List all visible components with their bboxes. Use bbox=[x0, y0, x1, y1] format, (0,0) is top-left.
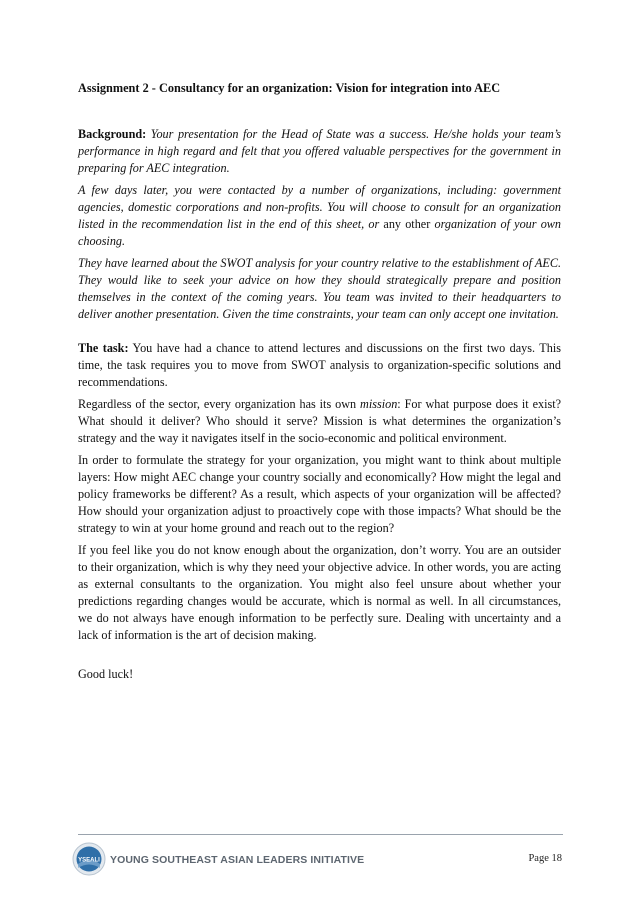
footer-divider bbox=[78, 834, 563, 835]
task-text-2a: Regardless of the sector, every organization has its own bbox=[78, 397, 357, 411]
task-paragraph-2 bbox=[78, 396, 561, 447]
task-paragraph-1 bbox=[78, 340, 561, 391]
background-paragraph-1 bbox=[78, 126, 561, 177]
task-paragraph-4: If you feel like you do not know enough about the organization, don’t worry. You are an outsider to their organization, which is why they need your objective advice. In other words, you are acting as external consultants to the organization. You might also feel unsure about whether your predictions regarding changes would be accurate, which is normal as well. In all circumstances, we do not always have enough information to be perfectly sure. Dealing with uncertainty and a lack of information is the art of decision making. bbox=[78, 543, 561, 642]
background-text-2c: organization of your own choosing. bbox=[78, 217, 562, 248]
task-paragraph-3: In order to formulate the strategy for your organization, you might want to think about multiple layers: How might AEC change your country socially and economically? How might the legal and policy frameworks be different? As a result, which aspects of your organization will be affected? How should your organization adjust to proactively cope with those impacts? What should be the strategy to win at your home ground and reach out to the region? bbox=[78, 453, 561, 535]
page-title: Assignment 2 - Consultancy for an organization: Vision for integration into AEC bbox=[78, 81, 501, 95]
background-paragraph-2 bbox=[78, 182, 561, 250]
task-text-2b: : For what purpose does it exist? What should it deliver? Who should it serve? Mission is what determines the organization’s strategy and the way it navigates itself in the socio-economic and political environment. bbox=[78, 397, 561, 445]
task-lead: The task: bbox=[78, 341, 129, 355]
closing-text: Good luck! bbox=[78, 667, 134, 681]
task-section bbox=[78, 340, 561, 683]
task-text-1: You have had a chance to attend lectures and discussions on the first two days. This time, the task requires you to move from SWOT analysis to organization-specific solutions and recommendations. bbox=[78, 341, 561, 389]
background-text-2b: any other bbox=[383, 217, 431, 231]
footer-org-name: YOUNG SOUTHEAST ASIAN LEADERS INITIATIVE bbox=[110, 854, 365, 866]
page-number: Page 18 bbox=[528, 853, 562, 864]
document-body bbox=[78, 126, 561, 688]
background-paragraph-3: They have learned about the SWOT analysis for your country relative to the establishment of AEC. They would like to seek your advice on how they should strategically prepare and position themselves in the context of the coming years. You team was invited to their headquarters to deliver another presentation. Given the time constraints, your team can only accept one invitation. bbox=[78, 256, 561, 321]
background-text-1: Your presentation for the Head of State was a success. He/she holds your team’s performance in high regard and felt that you offered valuable perspectives for the government in preparing for AEC integration. bbox=[78, 127, 561, 175]
background-section bbox=[78, 126, 561, 323]
mission-emphasis: mission bbox=[360, 397, 398, 411]
yseali-logo bbox=[72, 842, 106, 876]
background-lead: Background: bbox=[78, 127, 147, 141]
logo-text: YSEALI bbox=[78, 857, 100, 864]
background-text-2a: A few days later, you were contacted by a number of organizations, including: government agencies, domestic corporations and non-profits. You will choose to consult for an organization listed in the recommendation list in the end of this sheet, or bbox=[78, 183, 561, 231]
